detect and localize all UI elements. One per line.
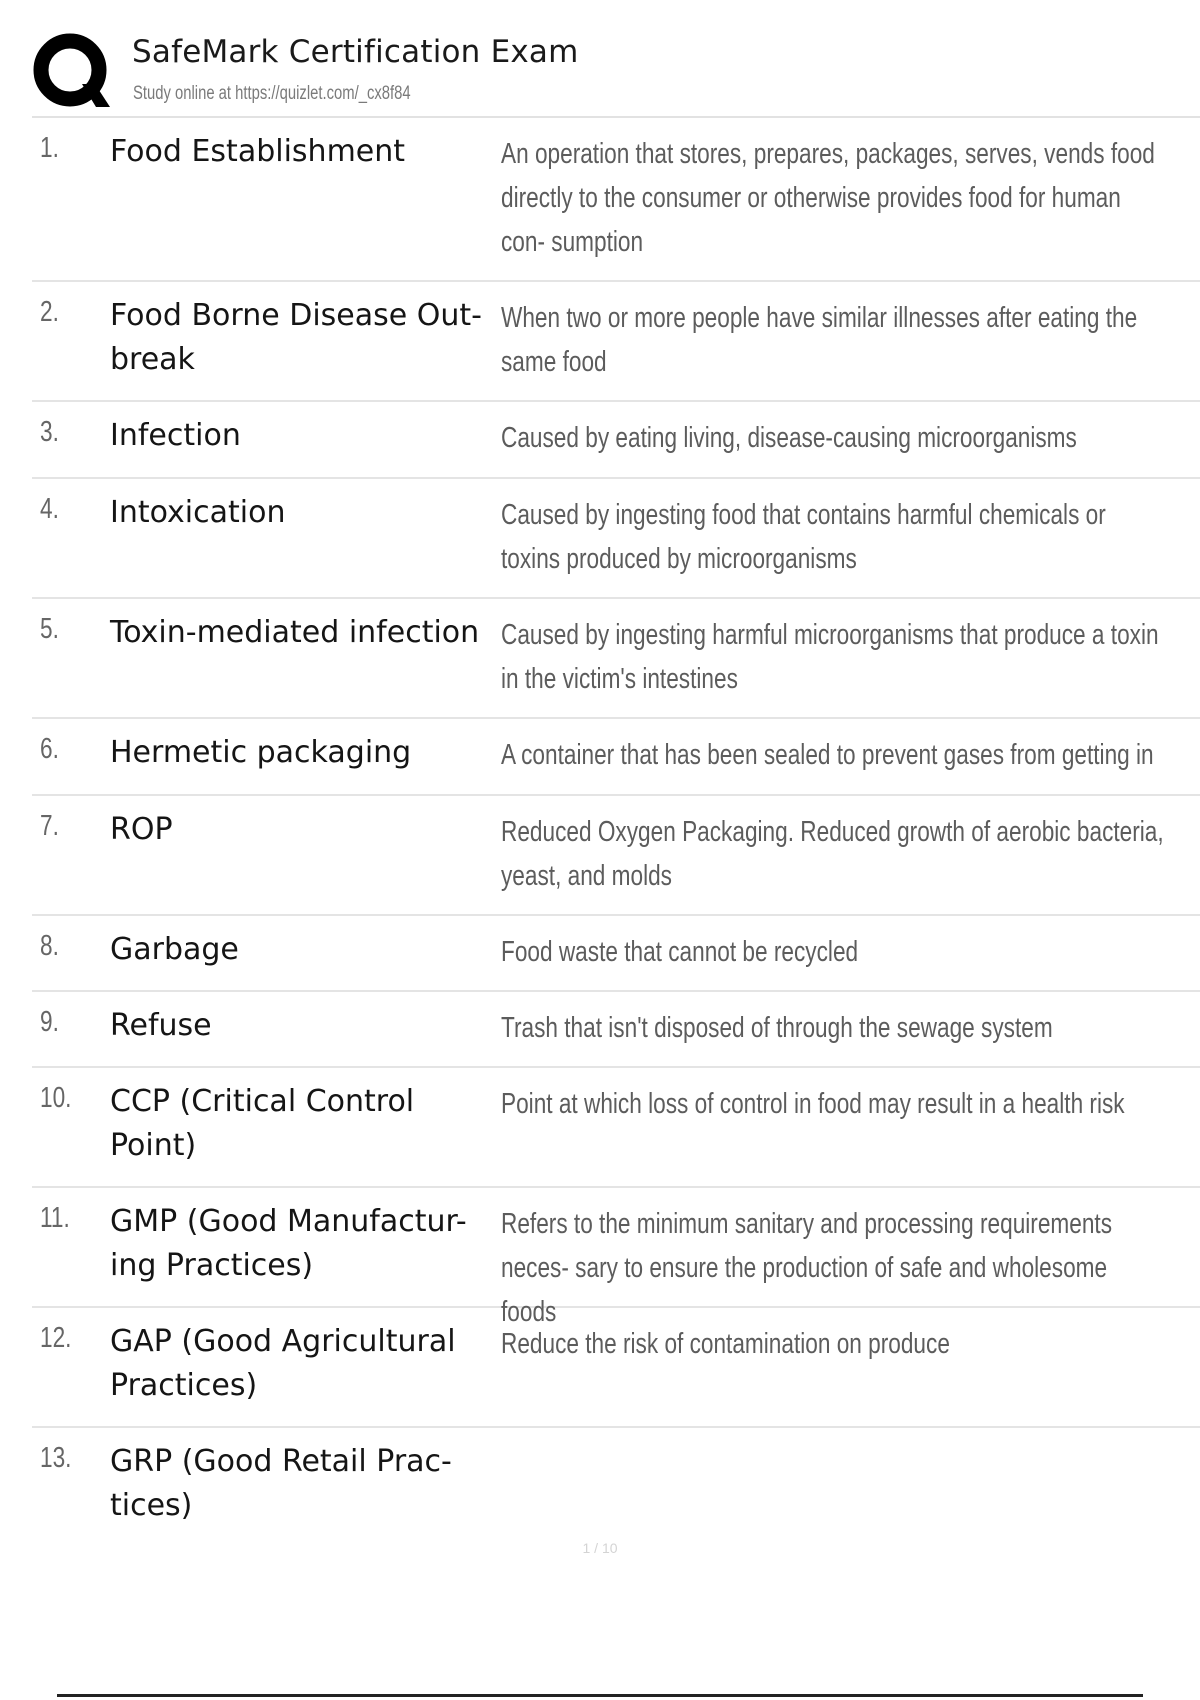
card-definition: An operation that stores, prepares, packages, serves, vends food directly to the consumer or otherwise provides food for human con- sumption — [501, 138, 1155, 258]
card-number: 5. — [40, 613, 59, 645]
card-term: GMP (Good Manufactur- ing Practices) — [110, 1204, 467, 1283]
card-number: 6. — [40, 733, 59, 765]
card-number: 12. — [40, 1322, 72, 1354]
card-definition: Food waste that cannot be recycled — [501, 936, 859, 968]
card-term: GRP (Good Retail Prac- tices) — [110, 1444, 452, 1523]
card-term: Toxin-mediated infection — [110, 615, 480, 650]
card-term: Intoxication — [110, 495, 286, 530]
card-number: 8. — [40, 930, 59, 962]
flashcard-row — [32, 992, 1200, 1068]
flashcard-row — [32, 1308, 1200, 1428]
flashcard-row — [32, 1428, 1200, 1548]
card-definition: Caused by eating living, disease-causing microorganisms — [501, 422, 1077, 454]
card-term: Refuse — [110, 1008, 212, 1043]
card-number: 10. — [40, 1082, 72, 1114]
card-number: 2. — [40, 296, 59, 328]
card-definition: A container that has been sealed to prevent gases from getting in — [501, 739, 1154, 771]
card-definition: Point at which loss of control in food may result in a health risk — [501, 1088, 1125, 1120]
card-term: Garbage — [110, 932, 239, 967]
card-number: 3. — [40, 416, 59, 448]
card-term: GAP (Good Agricultural Practices) — [110, 1324, 456, 1403]
quizlet-logo-icon — [32, 32, 112, 112]
card-term: Food Borne Disease Out- break — [110, 298, 482, 377]
flashcard-row — [32, 282, 1200, 402]
page-number: 1 / 10 — [582, 1540, 618, 1556]
card-number: 1. — [40, 132, 59, 164]
flashcard-row — [32, 916, 1200, 992]
flashcard-row — [32, 1068, 1200, 1188]
card-number: 7. — [40, 810, 59, 842]
card-definition: Caused by ingesting food that contains harmful chemicals or toxins produced by microorganisms — [501, 499, 1106, 575]
card-number: 11. — [40, 1202, 70, 1234]
card-definition: Caused by ingesting harmful microorganisms that produce a toxin in the victim's intestines — [501, 619, 1159, 695]
page-header — [32, 30, 1200, 116]
card-number: 9. — [40, 1006, 59, 1038]
flashcard-row — [32, 479, 1200, 599]
card-term: ROP — [110, 812, 173, 847]
card-definition: Reduce the risk of contamination on produce — [501, 1328, 950, 1360]
card-definition: When two or more people have similar illnesses after eating the same food — [501, 302, 1138, 378]
flashcard-row — [32, 402, 1200, 479]
flashcard-row — [32, 118, 1200, 282]
card-definition: Reduced Oxygen Packaging. Reduced growth of aerobic bacteria, yeast, and molds — [501, 816, 1164, 892]
card-term: Food Establishment — [110, 134, 406, 169]
card-term: Hermetic packaging — [110, 735, 412, 770]
flashcard-row — [32, 1188, 1200, 1328]
flashcard-row — [32, 599, 1200, 719]
card-term: Infection — [110, 418, 241, 453]
card-term: CCP (Critical Control Point) — [110, 1084, 415, 1163]
study-online-link[interactable]: Study online at https://quizlet.com/_cx8f84 — [133, 83, 411, 104]
card-definition: Refers to the minimum sanitary and processing requirements neces- sary to ensure the production of safe and wholesome foods — [501, 1208, 1113, 1328]
page-title: SafeMark Certification Exam — [132, 34, 579, 70]
flashcard-list — [32, 118, 1200, 1548]
flashcard-row — [32, 719, 1200, 796]
card-number: 13. — [40, 1442, 72, 1474]
card-definition: Trash that isn't disposed of through the sewage system — [501, 1012, 1053, 1044]
flashcard-row — [32, 796, 1200, 916]
card-number: 4. — [40, 493, 59, 525]
footer-divider — [57, 1694, 1143, 1697]
